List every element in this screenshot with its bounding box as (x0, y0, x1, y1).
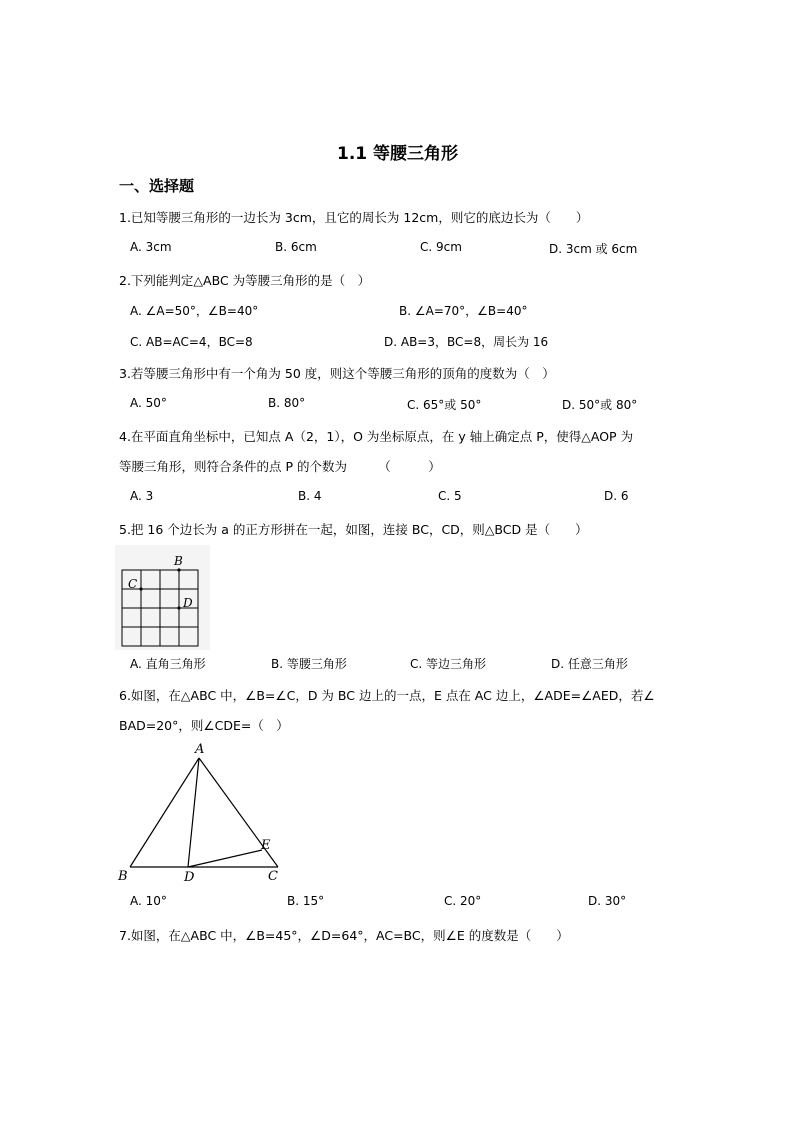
question-6-option-d: D. 30° (588, 894, 627, 908)
question-5-option-a: A. 直角三角形 (130, 657, 206, 671)
question-4-option-a: A. 3 (130, 489, 154, 503)
question-6-option-b: B. 15° (287, 894, 325, 908)
question-4-stem-line2: 等腰三角形，则符合条件的点 P 的个数为 （ ） (119, 459, 441, 474)
question-3-stem: 3.若等腰三角形中有一个角为 50 度，则这个等腰三角形的顶角的度数为（ ） (119, 366, 555, 381)
point-c (139, 587, 142, 590)
question-1-option-c: C. 9cm (420, 240, 462, 254)
question-1-stem: 1.已知等腰三角形的一边长为 3cm，且它的周长为 12cm，则它的底边长为（ ） (119, 210, 589, 225)
question-2-stem: 2.下列能判定△ABC 为等腰三角形的是（ ） (119, 273, 371, 288)
question-2-option-a: A. ∠A=50°，∠B=40° (130, 304, 259, 318)
label-b: B (174, 554, 183, 568)
question-5-option-c: C. 等边三角形 (410, 657, 487, 671)
question-1-option-d: D. 3cm 或 6cm (549, 242, 638, 256)
label-c: C (268, 869, 278, 884)
question-1-option-b: B. 6cm (275, 240, 317, 254)
label-d: D (183, 596, 193, 610)
page-title: 1.1 等腰三角形 (337, 144, 459, 164)
question-4-option-c: C. 5 (438, 489, 462, 503)
question-4-stem-line1: 4.在平面直角坐标中，已知点 A（2，1），O 为坐标原点，在 y 轴上确定点 P，使得△AOP 为 (119, 429, 634, 444)
question-3-option-a: A. 50° (130, 396, 167, 410)
question-2-option-b: B. ∠A=70°，∠B=40° (399, 304, 528, 318)
question-5-stem: 5.把 16 个边长为 a 的正方形拼在一起，如图，连接 BC，CD，则△BCD 是（ ） (119, 522, 588, 537)
question-1-option-a: A. 3cm (130, 240, 172, 254)
section-heading: 一、选择题 (119, 177, 195, 195)
point-b (177, 568, 180, 571)
question-2-option-d: D. AB=3，BC=8，周长为 16 (384, 335, 549, 349)
question-5-option-d: D. 任意三角形 (551, 657, 628, 671)
question-3-option-c: C. 65°或 50° (407, 398, 482, 412)
question-6-stem-line2: BAD=20°，则∠CDE=（ ） (119, 718, 289, 733)
question-5-option-b: B. 等腰三角形 (271, 657, 347, 671)
question-2-option-c: C. AB=AC=4，BC=8 (130, 335, 253, 349)
label-b: B (118, 869, 128, 884)
question-5-grid-figure (115, 545, 210, 650)
question-6-triangle-figure (112, 738, 292, 888)
point-d (177, 606, 180, 609)
label-a: A (195, 742, 205, 757)
question-7-stem: 7.如图，在△ABC 中，∠B=45°，∠D=64°，AC=BC，则∠E 的度数是（ ） (119, 928, 569, 943)
question-6-option-a: A. 10° (130, 894, 167, 908)
question-3-option-d: D. 50°或 80° (562, 398, 638, 412)
label-d: D (184, 870, 195, 885)
question-6-stem-line1: 6.如图，在△ABC 中，∠B=∠C，D 为 BC 边上的一点，E 点在 AC 边上，∠ADE=∠AED，若∠ (119, 688, 655, 703)
question-3-option-b: B. 80° (268, 396, 306, 410)
question-4-option-b: B. 4 (298, 489, 322, 503)
question-4-option-d: D. 6 (604, 489, 629, 503)
label-c: C (128, 577, 138, 591)
label-e: E (261, 838, 271, 853)
question-6-option-c: C. 20° (444, 894, 482, 908)
